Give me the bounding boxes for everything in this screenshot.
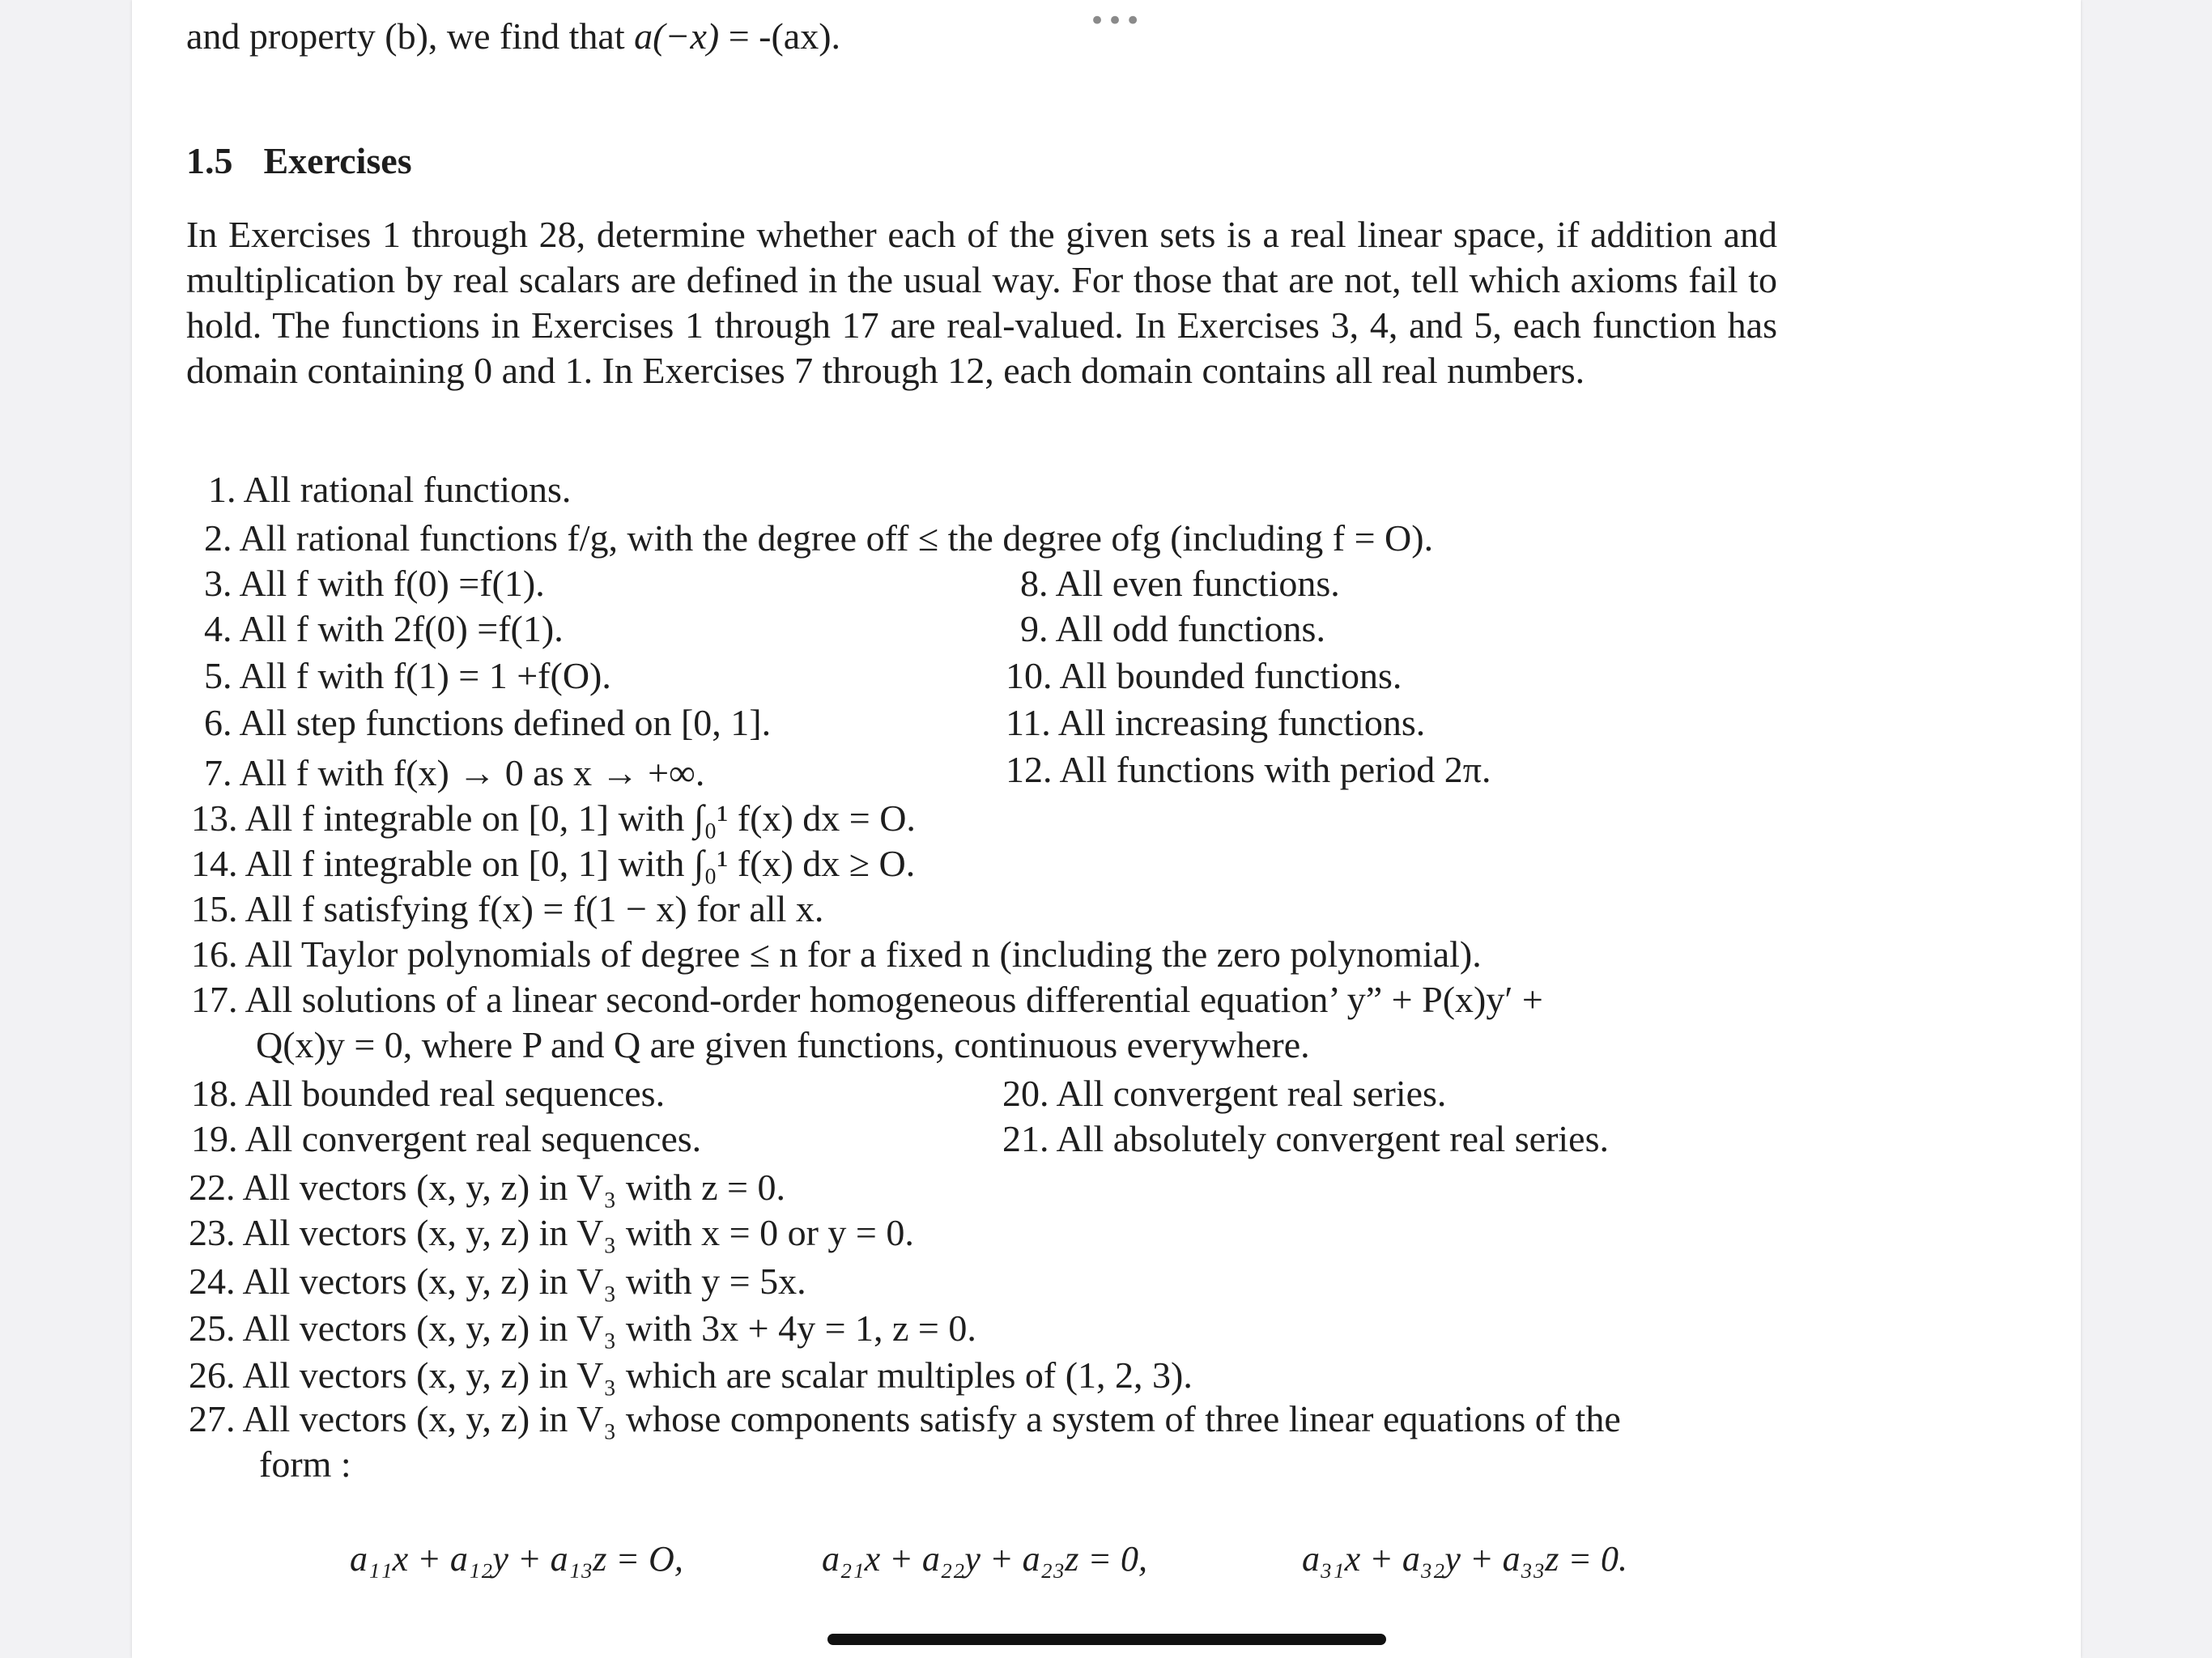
more-options-icon[interactable]: ••• xyxy=(1089,5,1143,37)
exercise-10: 10. All bounded functions. xyxy=(1006,655,1402,696)
section-heading xyxy=(186,139,412,182)
top-line xyxy=(186,15,840,57)
exercise-1: 1. All rational functions. xyxy=(208,469,572,510)
exercise-19: 19. All convergent real sequences. xyxy=(191,1118,702,1159)
exercise-27-continued: form : xyxy=(259,1443,351,1485)
home-indicator[interactable] xyxy=(827,1634,1386,1645)
exercise-26: 26. All vectors (x, y, z) in V₃ which are scalar multiples of (1, 2, 3). xyxy=(189,1354,1193,1396)
exercise-17: 17. All solutions of a linear second-order homogeneous differential equation’ y” + P(x)y′ + xyxy=(191,979,1543,1020)
exercise-7: 7. All f with f(x) → 0 as x → +∞. xyxy=(204,752,705,793)
equation-3: a₃₁x + a₃₂y + a₃₃z = 0. xyxy=(1302,1539,1628,1579)
exercise-16: 16. All Taylor polynomials of degree ≤ n for a fixed n (including the zero polynomial). xyxy=(191,933,1482,975)
exercise-27: 27. All vectors (x, y, z) in V₃ whose components satisfy a system of three linear equations of the xyxy=(189,1398,1621,1439)
exercise-25: 25. All vectors (x, y, z) in V₃ with 3x + 4y = 1, z = 0. xyxy=(189,1307,976,1349)
section-number: 1.5 xyxy=(186,140,233,181)
exercise-15: 15. All f satisfying f(x) = f(1 − x) for all x. xyxy=(191,888,824,929)
exercise-23: 23. All vectors (x, y, z) in V₃ with x = 0 or y = 0. xyxy=(189,1212,914,1253)
top-line-text: and property (b), we find that xyxy=(186,15,635,57)
exercise-22: 22. All vectors (x, y, z) in V₃ with z = 0. xyxy=(189,1167,785,1208)
equation-1: a₁₁x + a₁₂y + a₁₃z = O, xyxy=(350,1539,683,1579)
exercise-6: 6. All step functions defined on [0, 1]. xyxy=(204,702,772,743)
equation-2: a₂₁x + a₂₂y + a₂₃z = 0, xyxy=(822,1539,1148,1579)
exercise-13: 13. All f integrable on [0, 1] with ∫₀¹ f(x) dx = O. xyxy=(191,797,916,839)
exercise-8: 8. All even functions. xyxy=(1020,563,1340,604)
exercise-21: 21. All absolutely convergent real series. xyxy=(1002,1118,1610,1159)
exercise-11: 11. All increasing functions. xyxy=(1006,702,1426,743)
exercise-5: 5. All f with f(1) = 1 +f(O). xyxy=(204,655,611,696)
exercise-12: 12. All functions with period 2π. xyxy=(1006,749,1491,790)
exercise-24: 24. All vectors (x, y, z) in V₃ with y = 5x. xyxy=(189,1261,806,1302)
exercise-17-continued: Q(x)y = 0, where P and Q are given functions, continuous everywhere. xyxy=(256,1024,1310,1065)
top-line-text-end: = -(ax). xyxy=(719,15,841,57)
exercise-20: 20. All convergent real series. xyxy=(1002,1073,1447,1114)
exercise-4: 4. All f with 2f(0) =f(1). xyxy=(204,608,564,649)
exercise-14: 14. All f integrable on [0, 1] with ∫₀¹ f(x) dx ≥ O. xyxy=(191,843,916,884)
top-line-math: a(−x) xyxy=(634,15,720,57)
exercise-3: 3. All f with f(0) =f(1). xyxy=(204,563,545,604)
exercise-2: 2. All rational functions f/g, with the degree off ≤ the degree ofg (including f = O). xyxy=(204,517,1434,559)
exercise-9: 9. All odd functions. xyxy=(1020,608,1325,649)
section-title: Exercises xyxy=(263,140,412,181)
exercise-18: 18. All bounded real sequences. xyxy=(191,1073,666,1114)
intro-paragraph: In Exercises 1 through 28, determine whether each of the given sets is a real linear space, if addition and multiplication by real scalars are defined in the usual way. For those that are not, tell which axioms fail to hold. The functions in Exercises 1 through 17 are real-valued. In Exercises 3, 4, and 5, each function has domain containing 0 and 1. In Exercises 7 through 12, each domain contains all real numbers. xyxy=(186,214,1777,391)
